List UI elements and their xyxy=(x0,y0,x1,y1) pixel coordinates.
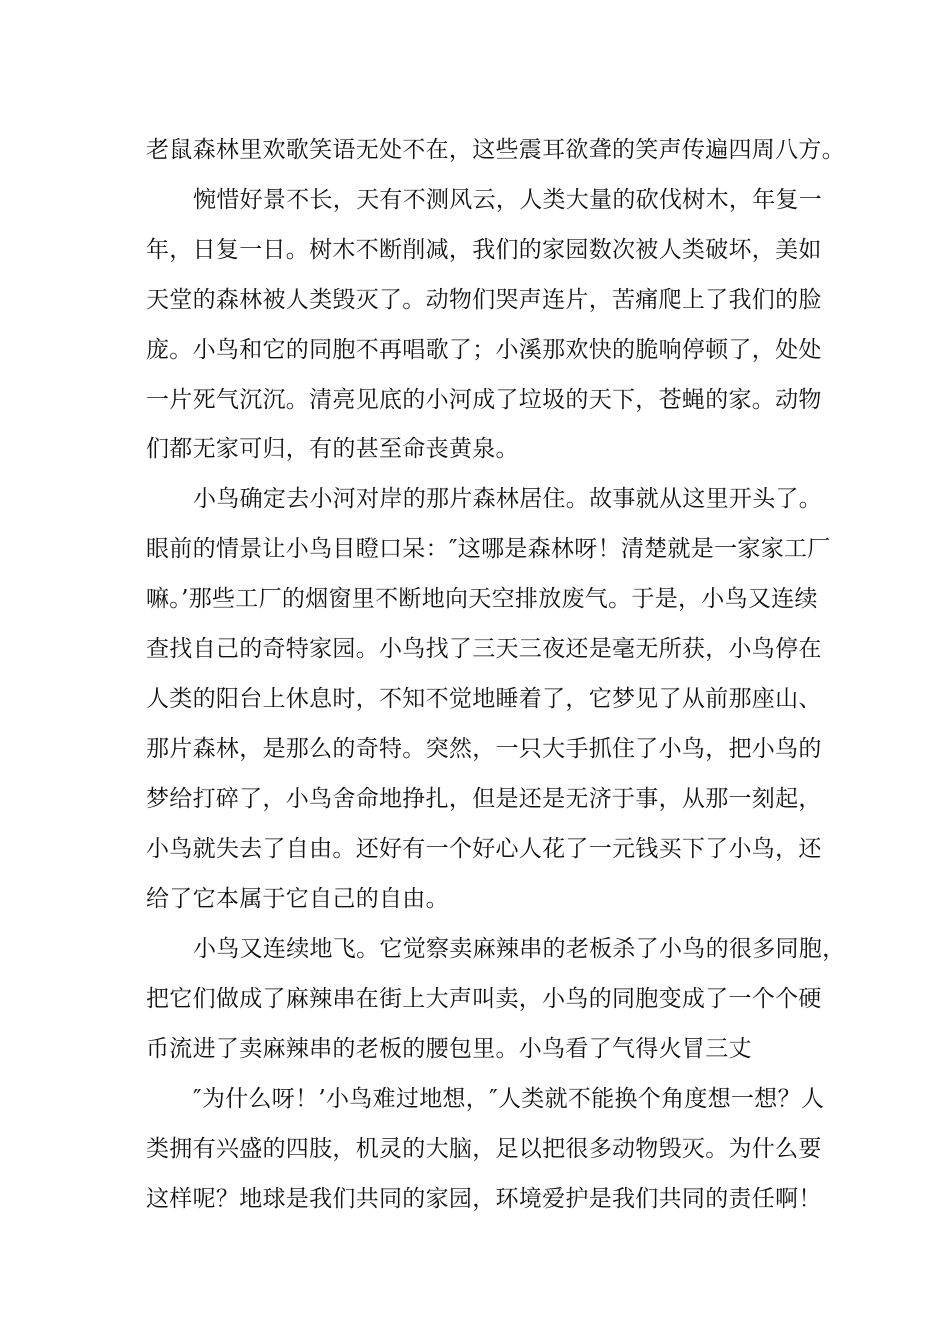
text-line: 们都无家可归，有的甚至命丧黄泉。 xyxy=(146,436,519,462)
text-line: 年，日复一日。树木不断削减，我们的家园数次被人类破坏，美如 xyxy=(146,237,822,263)
text-line: 类拥有兴盛的四肢，机灵的大脑，足以把很多动物毁灭。为什么要 xyxy=(146,1136,822,1162)
text-line: 小鸟就失去了自由。还好有一个好心人花了一元钱买下了小鸟，还 xyxy=(146,836,822,862)
text-line: 人类的阳台上休息时，不知不觉地睡着了，它梦见了从前那座山、 xyxy=(146,686,822,712)
text-line: 梦给打碎了，小鸟舍命地挣扎，但是还是无济于事，从那一刻起， xyxy=(146,786,822,812)
text-line: 眼前的情景让小鸟目瞪口呆：″这哪是森林呀！清楚就是一家家工厂 xyxy=(146,536,831,562)
paragraph-first-line: ″为什么呀！’小鸟难过地想，″人类就不能换个角度想一想？人 xyxy=(193,1086,825,1112)
text-line: 给了它本属于它自己的自由。 xyxy=(146,886,449,912)
paragraph-first-line: 小鸟又连续地飞。它觉察卖麻辣串的老板杀了小鸟的很多同胞， xyxy=(193,936,846,962)
paragraph-first-line: 惋惜好景不长，天有不测风云，人类大量的砍伐树木，年复一 xyxy=(193,187,823,213)
text-line: 查找自己的奇特家园。小鸟找了三天三夜还是毫无所获，小鸟停在 xyxy=(146,636,822,662)
text-line: 把它们做成了麻辣串在街上大声叫卖，小鸟的同胞变成了一个个硬 xyxy=(146,986,822,1012)
text-line: 老鼠森林里欢歌笑语无处不在，这些震耳欲聋的笑声传遍四周八方。 xyxy=(146,137,845,163)
text-line: 一片死气沉沉。清亮见底的小河成了垃圾的天下，苍蝇的家。动物 xyxy=(146,387,822,413)
text-line: 嘛。’那些工厂的烟窗里不断地向天空排放废气。于是，小鸟又连续 xyxy=(146,586,818,612)
text-line: 这样呢？地球是我们共同的家园，环境爱护是我们共同的责任啊！ xyxy=(146,1186,822,1212)
text-line: 庞。小鸟和它的同胞不再唱歌了；小溪那欢快的脆响停顿了，处处 xyxy=(146,337,822,363)
text-line: 那片森林，是那么的奇特。突然，一只大手抓住了小鸟，把小鸟的 xyxy=(146,736,822,762)
paragraph-first-line: 小鸟确定去小河对岸的那片森林居住。故事就从这里开头了。 xyxy=(193,486,823,512)
text-line: 币流进了卖麻辣串的老板的腰包里。小鸟看了气得火冒三丈 xyxy=(146,1036,752,1062)
text-line: 天堂的森林被人类毁灭了。动物们哭声连片，苦痛爬上了我们的脸 xyxy=(146,287,822,313)
